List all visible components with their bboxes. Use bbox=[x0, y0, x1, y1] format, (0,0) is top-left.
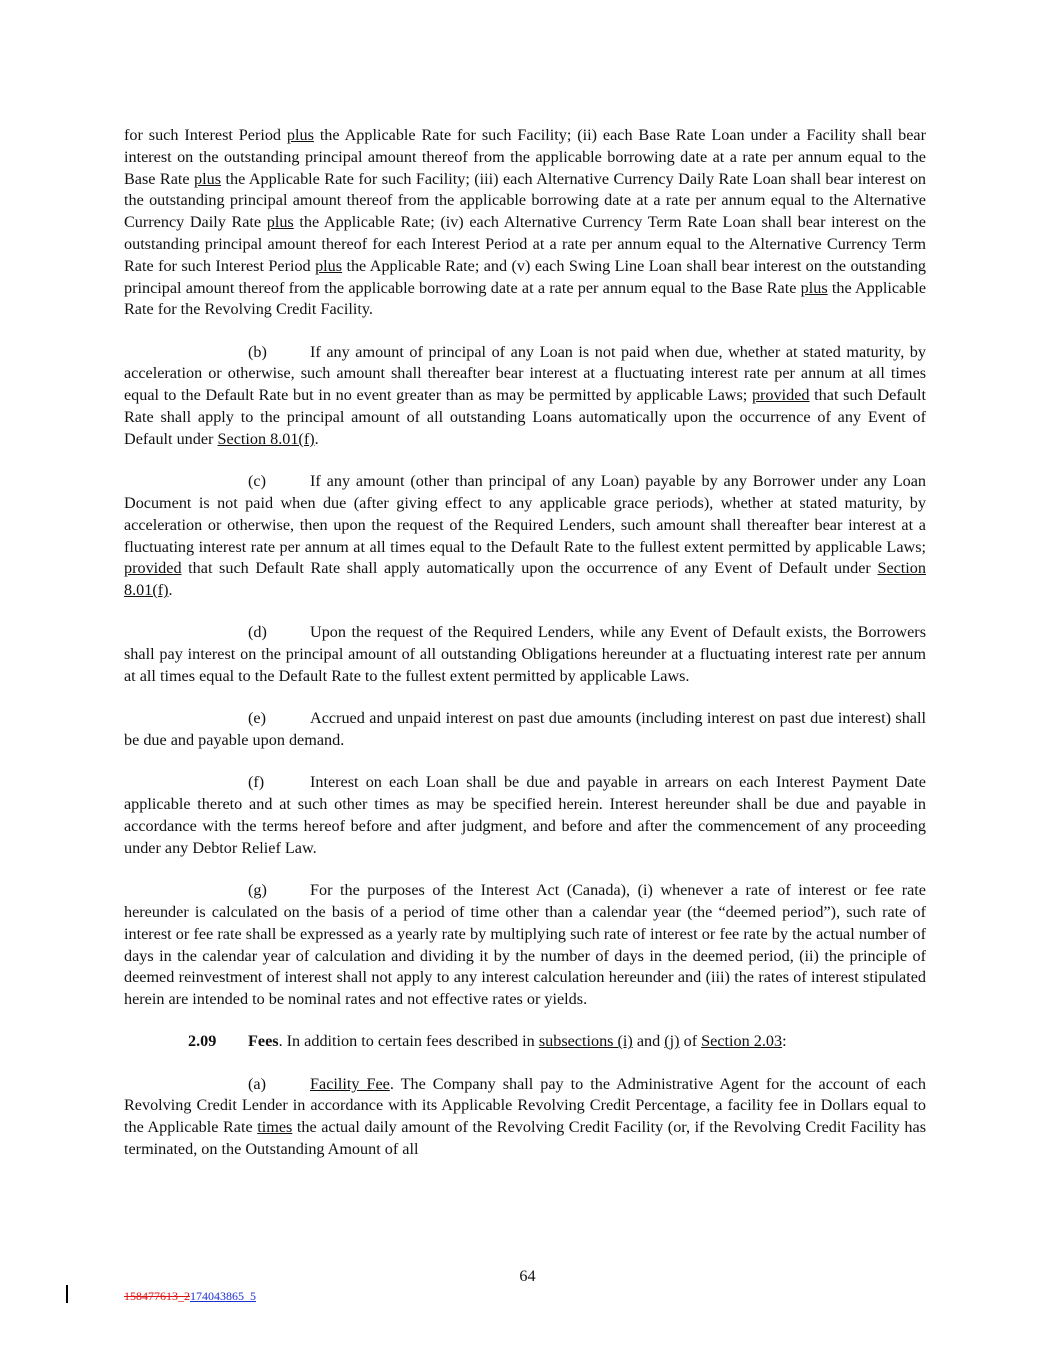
paragraph-g: (g) For the purposes of the Interest Act (Canada), (i) whenever a rate of interest or fee rate hereunder is calculated on the basis of a period of time other than a calendar year (the “deemed period”), such rate of interest or fee rate shall be expressed as a yearly rate by multiplying such rate of interest or fee rate by the actual number of days in the calendar year of calculation and dividing it by the number of days in the deemed period, (ii) the principle of deemed reinvestment of interest shall not apply to any interest calculation hereunder and (iii) the rates of interest stipulated herein are intended to be nominal rates and not effective rates or yields. bbox=[124, 881, 926, 1009]
document-id-footer bbox=[124, 1289, 256, 1304]
section-reference-link: Section 8.01(f) bbox=[124, 559, 926, 600]
paragraph-facility-fee: (a) Facility Fee. The Company shall pay to the Administrative Agent for the account of each Revolving Credit Lender in accordance with its Applicable Revolving Credit Percentage, a facility fee in Dollars equal to the Applicable Rate times the actual daily amount of the Revolving Credit Facility (or, if the Revolving Credit Facility has terminated, on the Outstanding Amount of all bbox=[124, 1074, 926, 1159]
page-number: 64 bbox=[519, 1267, 536, 1285]
inserted-doc-id: 174043865_5 bbox=[190, 1289, 256, 1303]
paragraph-d: (d) Upon the request of the Required Lenders, while any Event of Default exists, the Borrowers shall pay interest on the principal amount of all outstanding Obligations hereunder at a fluctuating interest rate per annum at all times equal to the Default Rate to the fullest extent permitted by applicable Laws. bbox=[124, 623, 926, 686]
deleted-doc-id: 158477613_2 bbox=[124, 1289, 190, 1303]
section-heading-fees: 2.09 Fees. In addition to certain fees described in subsections (i) and (j) of Section 2.03: bbox=[188, 1032, 787, 1051]
paragraph-e: (e) Accrued and unpaid interest on past due amounts (including interest on past due interest) shall be due and payable upon demand. bbox=[124, 709, 926, 750]
paragraph-b: (b) If any amount of principal of any Loan is not paid when due, whether at stated maturity, by acceleration or otherwise, such amount shall thereafter bear interest at a fluctuating interest rate per annum at all times equal to the Default Rate but in no event greater than as may be permitted by applicable Laws; provided that such Default Rate shall apply to the principal amount of all outstanding Loans automatically upon the occurrence of any Event of Default under Section 8.01(f). bbox=[124, 342, 926, 448]
paragraph-interest-rates: for such Interest Period plus the Applicable Rate for such Facility; (ii) each Base Rate Loan under a Facility shall bear interest on the outstanding principal amount thereof from the applicable borrowing date at a rate per annum equal to the Base Rate plus the Applicable Rate for such Facility; (iii) each Alternative Currency Daily Rate Loan shall bear interest on the outstanding principal amount thereof from the applicable borrowing date at a rate per annum equal to the Alternative Currency Daily Rate plus the Applicable Rate; (iv) each Alternative Currency Term Rate Loan shall bear interest on the outstanding principal amount thereof for each Interest Period at a rate per annum equal to the Alternative Currency Term Rate for such Interest Period plus the Applicable Rate; and (v) each Swing Line Loan shall bear interest on the outstanding principal amount thereof from the applicable borrowing date at a rate per annum equal to the Base Rate plus the Applicable Rate for the Revolving Credit Facility. bbox=[124, 126, 927, 319]
section-reference-link: Section 8.01(f) bbox=[217, 429, 315, 448]
change-bar bbox=[66, 1285, 68, 1303]
paragraph-c: (c) If any amount (other than principal of any Loan) payable by any Borrower under any Loan Document is not paid when due (after giving effect to any applicable grace periods), whether at stated maturity, by acceleration or otherwise, then upon the request of the Required Lenders, such amount shall thereafter bear interest at a fluctuating interest rate per annum at all times equal to the Default Rate to the fullest extent permitted by applicable Laws; provided that such Default Rate shall apply automatically upon the occurrence of any Event of Default under Section 8.01(f). bbox=[124, 472, 926, 600]
paragraph-f: (f) Interest on each Loan shall be due and payable in arrears on each Interest Payment Date applicable thereto and at such other times as may be specified herein. Interest hereunder shall be due and payable in accordance with the terms hereof before and after judgment, and before and after the commencement of any proceeding under any Debtor Relief Law. bbox=[124, 773, 926, 857]
document-body bbox=[124, 125, 926, 1161]
